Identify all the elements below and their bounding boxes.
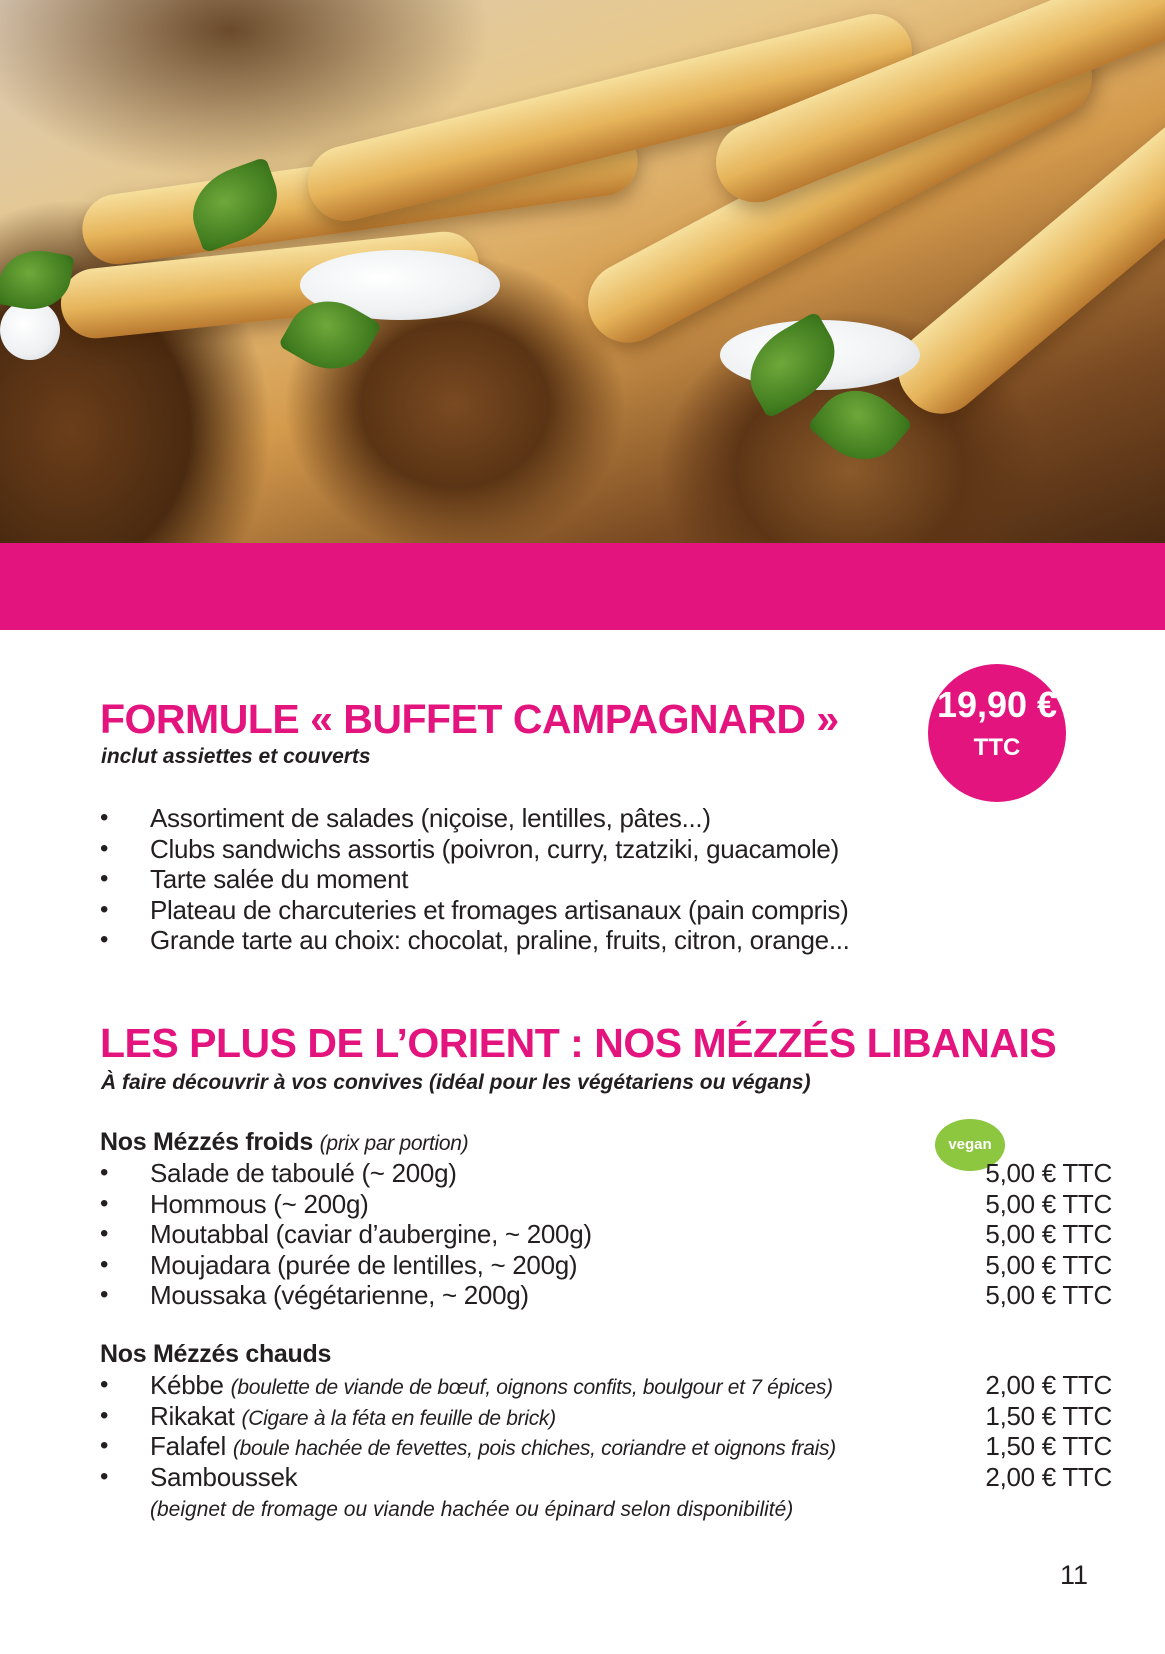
item-name: Moutabbal (caviar d’aubergine, ~ 200g) [150,1219,592,1249]
item-price: 5,00 € TTC [985,1280,1112,1310]
samboussek-description: (beignet de fromage ou viande hachée ou épinard selon disponibilité) [150,1498,794,1521]
price-badge [928,664,1066,802]
buffet-items-list [100,803,850,956]
cold-mezze-list [100,1158,1112,1311]
item-name: Salade de taboulé (~ 200g) [150,1158,457,1188]
item-description: (Cigare à la féta en feuille de brick) [241,1406,556,1430]
list-item: • Moutabbal (caviar d’aubergine, ~ 200g) 5,00 € TTC [100,1219,1112,1249]
item-name: Samboussek [150,1461,298,1492]
list-item: • Hommous (~ 200g) 5,00 € TTC [100,1188,1112,1219]
buffet-title: FORMULE « BUFFET CAMPAGNARD » [100,696,839,742]
item-description: (boulette de viande de bœuf, oignons confits, boulgour et 7 épices) [230,1376,833,1399]
list-item: • Samboussek 2,00 € TTC [100,1461,1112,1492]
list-item: • Salade de taboulé (~ 200g) 5,00 € TTC [100,1158,1112,1188]
item-price: 1,50 € TTC [985,1400,1112,1431]
item-description: (boule hachée de fevettes, pois chiches, coriandre et oignons frais) [232,1437,836,1460]
cold-mezze-heading [100,1128,468,1157]
pink-banner [0,543,1165,630]
hot-mezze-list [100,1370,1112,1492]
list-item: • Kébbe (boulette de viande de bœuf, oignons confits, boulgour et 7 épices) 2,00 € TTC [100,1370,1112,1400]
list-item: • Moussaka (végétarienne, ~ 200g) 5,00 € TTC [100,1280,1112,1310]
item-price: 5,00 € TTC [985,1188,1112,1219]
item-name: Kébbe [150,1370,224,1400]
item-price: 2,00 € TTC [985,1370,1112,1400]
item-price: 2,00 € TTC [985,1461,1112,1492]
item-price: 1,50 € TTC [985,1431,1112,1461]
item-name: Falafel [150,1431,226,1461]
list-item: • Tarte salée du moment [100,864,850,895]
item-name: Moussaka (végétarienne, ~ 200g) [150,1280,529,1310]
item-price: 5,00 € TTC [985,1219,1112,1249]
list-item: • Grande tarte au choix: chocolat, praline, fruits, citron, orange... [100,925,850,956]
vegan-badge: vegan [935,1119,1005,1171]
list-item: • Plateau de charcuteries et fromages artisanaux (pain compris) [100,895,850,926]
hero-food-photo [0,0,1165,543]
orient-title: LES PLUS DE L’ORIENT : NOS MÉZZÉS LIBANAIS [100,1020,1057,1066]
cold-mezze-note: (prix par portion) [319,1132,469,1155]
item-price: 5,00 € TTC [985,1249,1112,1280]
list-item: • Moujadara (purée de lentilles, ~ 200g) 5,00 € TTC [100,1249,1112,1280]
list-item: • Assortiment de salades (niçoise, lentilles, pâtes...) [100,803,850,834]
list-item: • Rikakat (Cigare à la féta en feuille de brick) 1,50 € TTC [100,1400,1112,1431]
item-name: Moujadara (purée de lentilles, ~ 200g) [150,1249,578,1280]
orient-subtitle: À faire découvrir à vos convives (idéal pour les végétariens ou végans) [101,1071,811,1094]
buffet-subtitle: inclut assiettes et couverts [101,745,371,768]
list-item: • Falafel (boule hachée de fevettes, pois chiches, coriandre et oignons frais) 1,50 € TTC [100,1431,1112,1461]
hot-mezze-heading: Nos Mézzés chauds [100,1340,332,1368]
page-number: 11 [1060,1560,1089,1590]
item-price: 5,00 € TTC [985,1158,1112,1188]
item-name: Hommous (~ 200g) [150,1188,369,1219]
list-item: • Clubs sandwichs assortis (poivron, curry, tzatziki, guacamole) [100,834,850,865]
item-name: Rikakat [150,1400,235,1431]
price-amount: 19,90 € [936,684,1058,725]
cold-mezze-heading-text: Nos Mézzés froids [100,1128,314,1156]
price-tax-label: TTC [973,734,1021,761]
